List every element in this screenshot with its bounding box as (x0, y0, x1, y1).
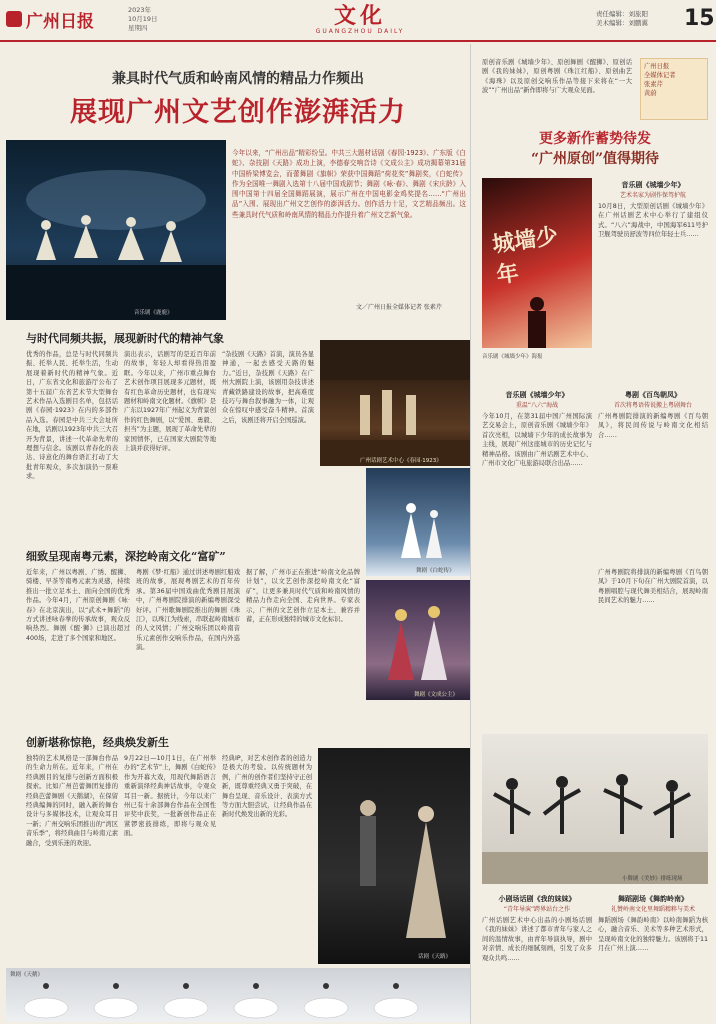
wenfu-scene (366, 580, 470, 700)
dancers-illustration (6, 140, 226, 320)
item5-subtitle: “青年导演”跨界站台之作 (503, 906, 571, 913)
section-name: 文化 (333, 3, 386, 29)
section3-title: 创新堪称惊艳，经典焕发新生 (26, 736, 169, 749)
section2-title: 细致呈现南粤元素，深挖岭南文化“富矿” (26, 550, 226, 563)
item5-text: 广州话剧艺术中心出品的小剧场话剧《我的妹妹》讲述了都市青年与家人之间的温情故事，由青年导演执导，剧中对亲情、成长的细腻刻画，引发了众多观众共鸣…… (482, 917, 592, 962)
section3-col3: 经典IP，对艺术创作者的创造力是极大的考验。以传统题材为例，广州的创作者们坚持守正创新，既尊重经典又勇于突破，在舞台呈现、音乐设计、表演方式等方面大胆尝试，让经典作品在新时代焕发出新的光彩。 (222, 755, 312, 819)
byline: 文／广州日报全媒体记者 张素芹 (356, 304, 442, 311)
editor-credits (596, 10, 648, 28)
stage-scene (320, 340, 470, 466)
feature-title: 更多新作蓄势待发 (539, 131, 651, 147)
poster-photo (482, 178, 592, 348)
lead-intro: 今年以来，“广州出品”精彩纷呈。中共三大题材话剧《春园·1923》、广东版《白蛇》、杂技剧《天路》成功上演，李德春交响音诗《文成公主》成功揭幕第31届中国桥梁博览会，而蕾舞剧《旗帜》荣获中国舞蹈“荷花奖”舞剧奖，《白蛇传》作为全国唯一舞剧入选第十八届中国戏剧节；舞剧《咏·春》、舞剧《宋庆龄》入围中国第十四届全国舞蹈展演，展示广州在中国电影金鸡奖提名……“广州出品”入围、展现出广州文艺创作的澎湃活力。创作活力十足，文艺精品频出。这些兼具时代气质和岭南风情的精品力作提升着广州文艺新气象。 (232, 149, 466, 219)
author-line: 黄蔚 (644, 90, 657, 97)
item2-title: 粤剧《百鸟朝凤》 (625, 390, 681, 399)
kicker: 兼具时代气质和岭南风情的精品力作频出 (112, 71, 364, 87)
item2-subtitle: 首次将粤语传说搬上粤剧舞台 (613, 402, 692, 409)
author-line: 广州日报 (644, 63, 670, 70)
lead-article (6, 44, 471, 1024)
hero-photo (6, 140, 226, 320)
item5-title: 小剧场话剧《我的妹妹》 (498, 894, 576, 903)
item6-text: 舞蹈剧场《舞韵岭南》以岭南舞蹈为核心，融合音乐、美术等多种艺术形式，呈现岭南文化的独特魅力。该剧将于11月在广州上演…… (598, 917, 708, 953)
baishe-scene (366, 468, 470, 576)
section1-col2: 演出表示，话剧写的是近百年前的故事，年轻人却看得热泪盈眶。今年以来，广州市重点舞台艺术创作项目展现多元题材，既有红色革命历史题材，也有现实题材和岭南文化题材。《旗帜》是广东以1927年广州起义为背景创作的红色舞剧，以“爱国、勇毅、担当”为主题，展现了革命先辈的家国情怀，已在国家大剧院等地上演并获得好评。 (124, 351, 216, 453)
wenfu-caption: 舞剧《文成公主》 (414, 692, 459, 698)
ballet-caption: 舞剧《天鹅》 (10, 972, 44, 978)
section2-col2: 粤剧《梦·红船》通过讲述粤剧红船戏班的故事，展现粤剧艺术的百年传承。第36届中国戏曲优秀剧目展演中，广州粤剧院排演的新编粤剧深受好评。广州歌舞剧院推出的舞剧《珠江》，以珠江为线索，串联起岭南城市的人文风情；广州交响乐团以岭南音乐元素创作交响乐作品，在国内外巡演。 (136, 569, 240, 652)
poster-figure (482, 288, 592, 348)
newspaper-logo (6, 6, 126, 32)
author-line: 张素芹 (644, 81, 663, 88)
date-day: 10月19日 (128, 15, 158, 23)
dancer-caption: 话剧《天路》 (418, 954, 452, 960)
author-box (640, 58, 708, 120)
logo-seal-icon (6, 11, 22, 27)
masthead (0, 0, 716, 42)
section3-col1: 独特的艺术风格是一部舞台作品的生命力所在。近年来，广州在经典剧目的复排与创新方面积极探索。比如广州芭蕾舞团复排的经典芭蕾舞剧《天鹅湖》，在保留经典编舞的同时，融入新的舞台设计与多媒体技术，让观众耳目一新；广州交响乐团推出的“湾区音乐季”，将经典曲目与岭南元素融合，受到乐迷的欢迎。 (26, 755, 118, 847)
ballet-photo (6, 968, 470, 1022)
rehearsal-photo (482, 734, 708, 884)
item4-text: 广州粤剧院将排演的新编粤剧《百鸟朝凤》于10月下旬在广州大剧院首演，以粤剧唱腔与现代舞美相结合，展现岭南民间艺术的魅力…… (598, 569, 708, 605)
poster-caption: 音乐剧《城墙少年》海报 (482, 354, 543, 360)
stage-caption: 广州话剧艺术中心《春园·1923》 (360, 458, 442, 464)
baishe-photo (366, 468, 470, 576)
dancer-scene (318, 748, 470, 964)
date-weekday: 星期四 (128, 24, 148, 32)
designer-line: 美术编辑：刘鹏翼 (596, 19, 648, 27)
item2-text: 广州粤剧院排演的新编粤剧《百鸟朝凤》，将民间传说与岭南文化相结合…… (598, 413, 708, 439)
paper-name: 广州日报 (26, 11, 94, 32)
feature-subtitle: “广州原创”值得期待 (530, 151, 660, 167)
item1-title: 音乐剧《城墙少年》 (621, 180, 685, 189)
item3-subtitle: 重温“八六”海战 (515, 402, 559, 409)
hero-caption: 音乐剧《鹿鹿》 (134, 310, 173, 316)
section2-col1: 近年来，广州以粤剧、广绣、醒狮、骑楼、早茶等南粤元素为灵感，持续推出一批立足本土、面向全国的优秀作品。今年4月，广州原创舞剧《咏·春》在北京演出，以“武术+舞蹈”的方式讲述咏春拳的传承故事，观众反响热烈。舞剧《醒·狮》已演出超过400场，走进了多个国家和地区。 (26, 569, 130, 642)
section1-col3: “杂技剧《天路》首演，演员各显神通，一起去感受天路的魅力。”近日，杂技剧《天路》在广州大剧院上演，该剧用杂技讲述青藏铁路建设的故事，把高难度技巧与舞台叙事融为一体，让观众在惊叹中感受奋斗精神。首演之后，该剧还将开启全国巡演。 (222, 351, 314, 424)
stage-photo (320, 340, 470, 466)
sidebar-article (478, 44, 712, 1024)
item6-subtitle: 礼赞岭南文化里舞蹈精粹与美术 (610, 906, 695, 913)
wenfu-photo (366, 580, 470, 700)
item1-subtitle: 艺术名家为剧作保驾护航 (619, 192, 686, 199)
baishe-caption: 舞剧《白蛇传》 (416, 568, 455, 574)
date-year: 2023年 (128, 6, 152, 14)
item3-title: 音乐剧《城墙少年》 (505, 390, 569, 399)
right-top-text: 原创音乐剧《城墙少年》、原创舞剧《醒狮》、原创话剧《我的妹妹》，原创粤剧《珠江红船》、原创曲艺《海珠》以及原创交响乐作品等接下来将在“一大波”“广州出品”新作即将与广大观众见面。 (482, 59, 632, 95)
section-english: GUANGZHOU DAILY (315, 28, 405, 35)
item1-text: 10月8日，大型原创话剧《城墙少年》在广州话剧艺术中心举行了建组仪式。“八六”海战中，中国海军611号护卫舰驾驶员舒波等四位年轻士兵…… (598, 203, 708, 239)
poster-title: 城墙少年 (490, 223, 560, 289)
item3-text: 今年10月，在第31届中国广州国际演艺交易会上，原创音乐剧《城墙少年》首次亮相，以城墙下少年的成长故事为主线，展现广州这座城市的历史记忆与精神品格。该剧由广州话剧艺术中心、广州市文化广电旅游局联合出品…… (482, 413, 592, 468)
section1-col1: 优秀的作品，总是与时代同频共振、托举人民、托举生活，生动展现着新时代的精神气象。近日，广东省文化和旅游厅公布了第十五届广东省艺术节大型舞台艺术作品入选剧目名单，包括话剧《春园·1923》在内的多部作品入选。春园是中共三大会址所在地，话剧以1923年中共三大召开为背景，讲述一代革命先辈的理想与信念。该剧以青春化的表达、诗意化的舞台语汇打动了大批青年观众，多次加演仍一票难求。 (26, 351, 118, 481)
section2-col3: 据了解，广州市正在推进“岭南文化品牌计划”，以文艺创作深挖岭南文化“富矿”，让更多兼具时代气质和岭南风情的精品力作走向全国、走向世界。专家表示，广州的文艺创作立足本土、兼容并蓄，正在形成独特的城市文化标识。 (246, 569, 360, 624)
rehearsal-scene (482, 734, 708, 884)
section3-col2: 9月22日—10月1日，在广州举办的“艺术节”上，舞剧《白蛇传》作为开幕大戏，用现代舞蹈语言重新演绎经典神话故事，令观众耳目一新。据统计，今年以来广州已有十余部舞台作品在全国性评奖中获奖，一批新创作品正在紧锣密鼓排练，即将与观众见面。 (124, 755, 216, 838)
item6-title: 舞蹈剧场《舞韵岭南》 (618, 894, 688, 903)
editor-line: 责任编辑：刘旅阳 (596, 10, 648, 18)
section-title (300, 4, 420, 35)
rehearsal-caption: 小舞剧《美妙》排练现场 (622, 876, 683, 882)
page-number: 15 (684, 6, 715, 31)
section1-title: 与时代同频共振，展现新时代的精神气象 (26, 332, 224, 345)
ballet-scene (6, 968, 470, 1022)
issue-date (128, 6, 158, 33)
headline: 展现广州文艺创作澎湃活力 (70, 97, 406, 128)
author-line: 全媒体记者 (644, 72, 676, 79)
dancer-photo (318, 748, 470, 964)
